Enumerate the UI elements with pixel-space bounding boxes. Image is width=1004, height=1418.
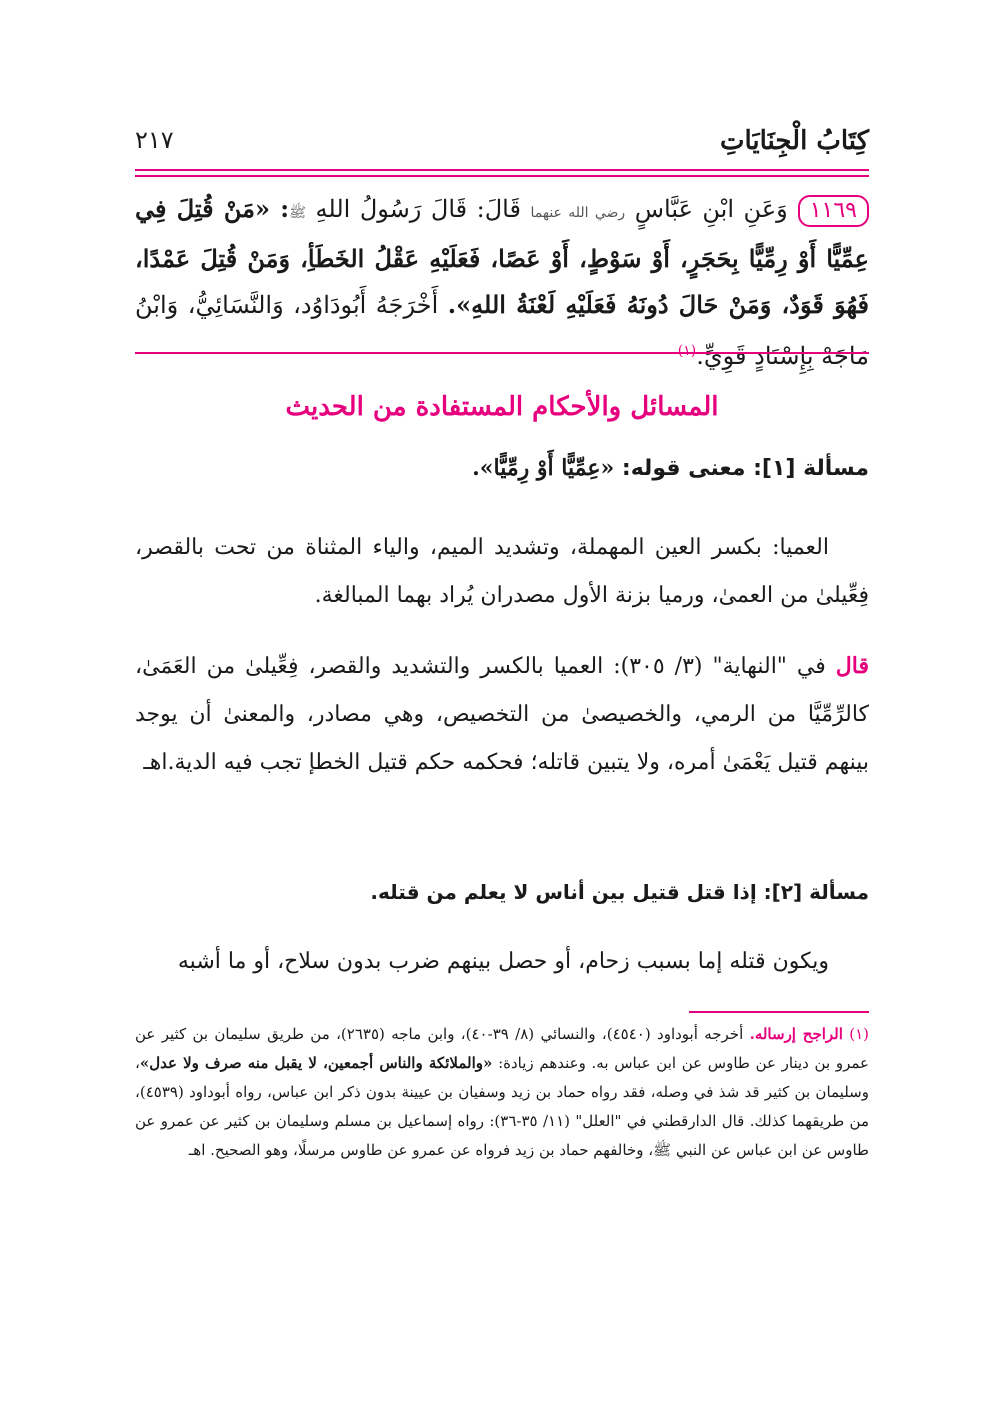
hadith-matn: : «مَنْ قُتِلَ فِي عِمِّيًّا أَوْ رِمِّيًّا بِحَجَرٍ، أَوْ سَوْطٍ، أَوْ عَصًا، فَعَلَيْهِ عَقْلُ الخَطَأِ، وَمَنْ قُتِلَ عَمْدًا، فَهُوَ قَوَدٌ، وَمَنْ حَالَ دُونَهُ فَعَلَيْهِ لَعْنَةُ اللهِ». — [135, 194, 870, 319]
footnote-number: (١) — [849, 1025, 870, 1043]
hadith-qaal: قَالَ: قَالَ رَسُولُ اللهِ — [315, 195, 521, 223]
salawat-honorific: ﷺ — [289, 205, 307, 221]
radi-honorific: رضي الله عنهما — [530, 205, 626, 221]
hadith-number-badge: ١١٦٩ — [798, 195, 869, 227]
paragraph-3: ويكون قتله إما بسبب زحام، أو حصل بينهم ضرب بدون سلاح، أو ما أشبه — [177, 949, 829, 974]
paragraph-2-text: في "النهاية" (٣/ ٣٠٥): العميا بالكسر والتشديد والقصر، فِعِّيلىٰ من العَمَىٰ، كالرِّمِّيَّا من الرمي، والخصيصىٰ من التخصيص، وهي مصادر، والمعنىٰ أن يوجد بينهم قتيل يَعْمَىٰ أمره، ولا يتبين قاتله؛ فحكمه حكم قتيل الخطإ تجب فيه الدية.اهـ — [135, 654, 869, 775]
section-heading: المسائل والأحكام المستفادة من الحديث — [285, 392, 719, 422]
masala-1-quote: «عِمِّيًّا أَوْ رِمِّيًّا». — [472, 455, 615, 481]
hadith-text — [135, 186, 869, 379]
paragraph-2-qaal: قال — [835, 653, 869, 679]
footnote-text-2: ، وسليمان بن كثير قد شذ في وصله، فقد رواه حماد بن زيد وسفيان بن عيينة بدون ذكر ابن عباس، رواه أبوداود (٤٥٣٩)، من طريقهما كذلك. قال الدارقطني في "العلل" (١١/ ٣٥-٣٦): رواه إسماعيل بن مسلم وسليمان بن كثير عن عمرو عن طاوس عن ابن عباس عن النبي ﷺ، وخالفهم حماد بن زيد فرواه عن عمرو عن طاوس مرسلًا، وهو الصحيح. اهـ — [135, 1054, 870, 1159]
masala-1-heading — [135, 455, 869, 481]
book-title: كِتَابُ الْجِنَايَاتِ — [719, 126, 869, 156]
hadith-intro: وَعَنِ ابْنِ عَبَّاسٍ — [634, 195, 788, 223]
footnote-verdict: الراجح إرساله. — [749, 1025, 843, 1043]
footnote-ref[interactable]: (١) — [677, 343, 697, 359]
paragraph-2 — [135, 642, 869, 787]
masala-2-heading: مسألة [٢]: إذا قتل قتيل بين أناس لا يعلم من قتله. — [370, 880, 869, 904]
footnote — [135, 1020, 869, 1165]
header-rule-1 — [135, 169, 869, 171]
header-rule-2 — [135, 175, 869, 177]
paragraph-1: العميا: بكسر العين المهملة، وتشديد الميم، والياء المثناة من تحت بالقصر، فِعِّيلىٰ من العمىٰ، ورميا بزنة الأول مصدران يُراد بهما المبالغة. — [135, 535, 869, 608]
page-number: ٢١٧ — [135, 126, 174, 154]
masala-1-label: مسألة [١]: معنى قوله: — [621, 456, 869, 481]
page-header — [135, 122, 869, 162]
footnote-rule — [689, 1011, 869, 1013]
footnote-text-1: أخرجه أبوداود (٤٥٤٠)، والنسائي (٨/ ٣٩-٤٠)، وابن ماجه (٢٦٣٥)، من طريق سليمان بن كثير عن عمرو بن دينار عن طاوس عن ابن عباس به. وعندهم زيادة: — [135, 1025, 869, 1072]
hadith-takhrij: أَخْرَجَهُ أَبُودَاوُد، وَالنَّسَائِيُّ، وَابْنُ مَاجَهْ بِإِسْنَادٍ قَوِيٍّ. — [135, 291, 869, 370]
footnote-bold-quote: «والملائكة والناس أجمعين، لا يقبل منه صرف ولا عدل» — [139, 1054, 493, 1072]
section-rule — [135, 352, 869, 354]
